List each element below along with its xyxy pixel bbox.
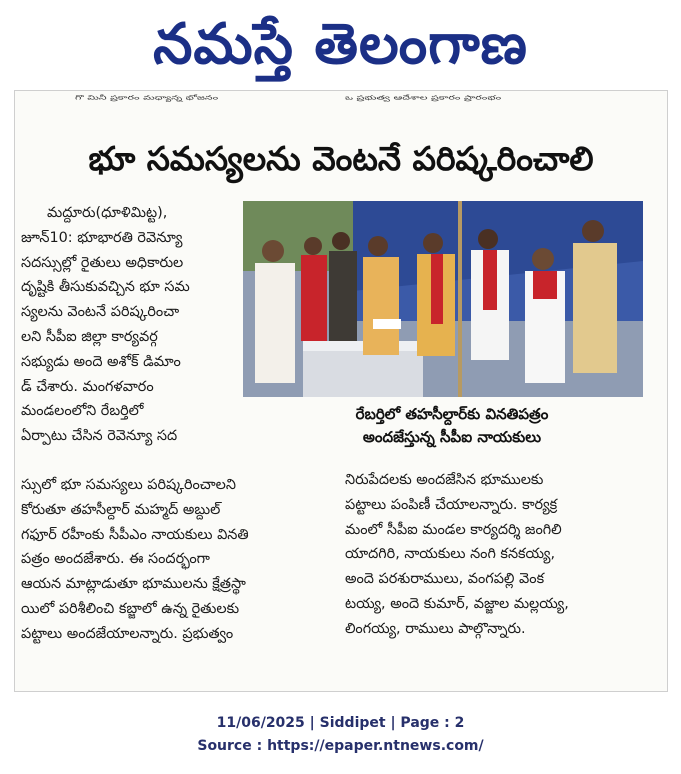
photo-caption xyxy=(313,403,591,449)
cut-off-text-left: గొ మినీ ప్రకారం మధ్యాన్న భోజనం xyxy=(75,93,219,101)
body-line: యిలో పరిశీలించి కబ్జాలో ఉన్న రైతులకు xyxy=(21,600,240,617)
source-link[interactable]: Source : https://epaper.ntnews.com/ xyxy=(197,738,484,754)
body-line: లని సీపీఐ జిల్లా కార్యవర్గ xyxy=(21,328,158,345)
page-footer xyxy=(0,712,681,758)
body-line: ఏర్పాటు చేసిన రెవెన్యూ సద xyxy=(21,428,178,445)
body-line: సదస్సుల్లో రైతులు అధికారుల xyxy=(21,254,184,271)
body-line: పట్టాలు పంపిణీ చేయాలన్నారు. కార్యక్ర xyxy=(345,496,558,513)
news-clipping xyxy=(14,90,668,692)
news-photo-illustration xyxy=(243,201,643,397)
masthead xyxy=(0,4,681,88)
body-line: దృష్టికి తీసుకువచ్చిన భూ సమ xyxy=(21,279,190,296)
body-line: పత్రం అందజేశారు. ఈ సందర్భంగా xyxy=(21,551,210,568)
edition-info: 11/06/2025 | Siddipet | Page : 2 xyxy=(216,715,465,731)
body-line: పట్టాలు అందజేయాలన్నారు. ప్రభుత్వం xyxy=(21,625,234,642)
body-line: గఫూర్ రహీంకు సీపీఎం నాయకులు వినతి xyxy=(21,526,249,543)
article-column-right xyxy=(345,468,645,642)
body-line: కోరుతూ తహసీల్దార్ మహ్మద్ అబ్దుల్ xyxy=(21,501,221,518)
body-line: జూన్10: భూభారతి రెవెన్యూ xyxy=(21,229,183,246)
cut-off-previous-article xyxy=(15,91,667,119)
caption-line: రేబర్తిలో తహసీల్దార్‌కు వినతిపత్రం xyxy=(355,405,549,423)
article-headline: భూ సమస్యలను వెంటనే పరిష్కరించాలి xyxy=(88,139,594,178)
body-line: మండలంలోని రేబర్తిలో xyxy=(21,403,144,420)
body-line: మద్దూరు(ధూళిమిట్ట), xyxy=(47,205,168,221)
article-column-left xyxy=(21,201,243,449)
body-line: మంలో సీపీఐ మండల కార్యదర్శి జంగిలి xyxy=(345,521,562,538)
body-line: యాదగిరి, నాయకులు నంగి కనకయ్య, xyxy=(345,546,556,563)
body-line: టయ్య, అందె కుమార్, వజ్జాల మల్లయ్య, xyxy=(345,595,569,612)
body-line: అందె పరశురాములు, వంగపల్లి వెంక xyxy=(345,571,545,588)
body-line: ఆయన మాట్లాడుతూ భూములను క్షేత్రస్థా xyxy=(21,576,246,593)
body-line: స్సులో భూ సమస్యలు పరిష్కరించాలని xyxy=(21,477,236,493)
cut-off-text-right: ఒ ప్రభుత్వ ఆదేశాల ప్రకారం ప్రారంభం xyxy=(345,93,502,101)
body-line: డ్ చేశారు. మంగళవారం xyxy=(21,378,154,395)
body-line: స్యలను వెంటనే పరిష్కరించా xyxy=(21,304,180,321)
body-line: లింగయ్య, రాములు పాల్గొన్నారు. xyxy=(345,620,526,637)
article-column-bottom xyxy=(21,473,339,647)
caption-line: అందజేస్తున్న సీపీఐ నాయకులు xyxy=(362,428,542,446)
news-photo xyxy=(243,201,643,397)
masthead-title: నమస్తే తెలంగాణ xyxy=(153,12,528,77)
body-line: నిరుపేదలకు అందజేసిన భూములకు xyxy=(345,472,544,488)
body-line: సభ్యుడు అందె అశోక్ డిమాం xyxy=(21,353,181,370)
